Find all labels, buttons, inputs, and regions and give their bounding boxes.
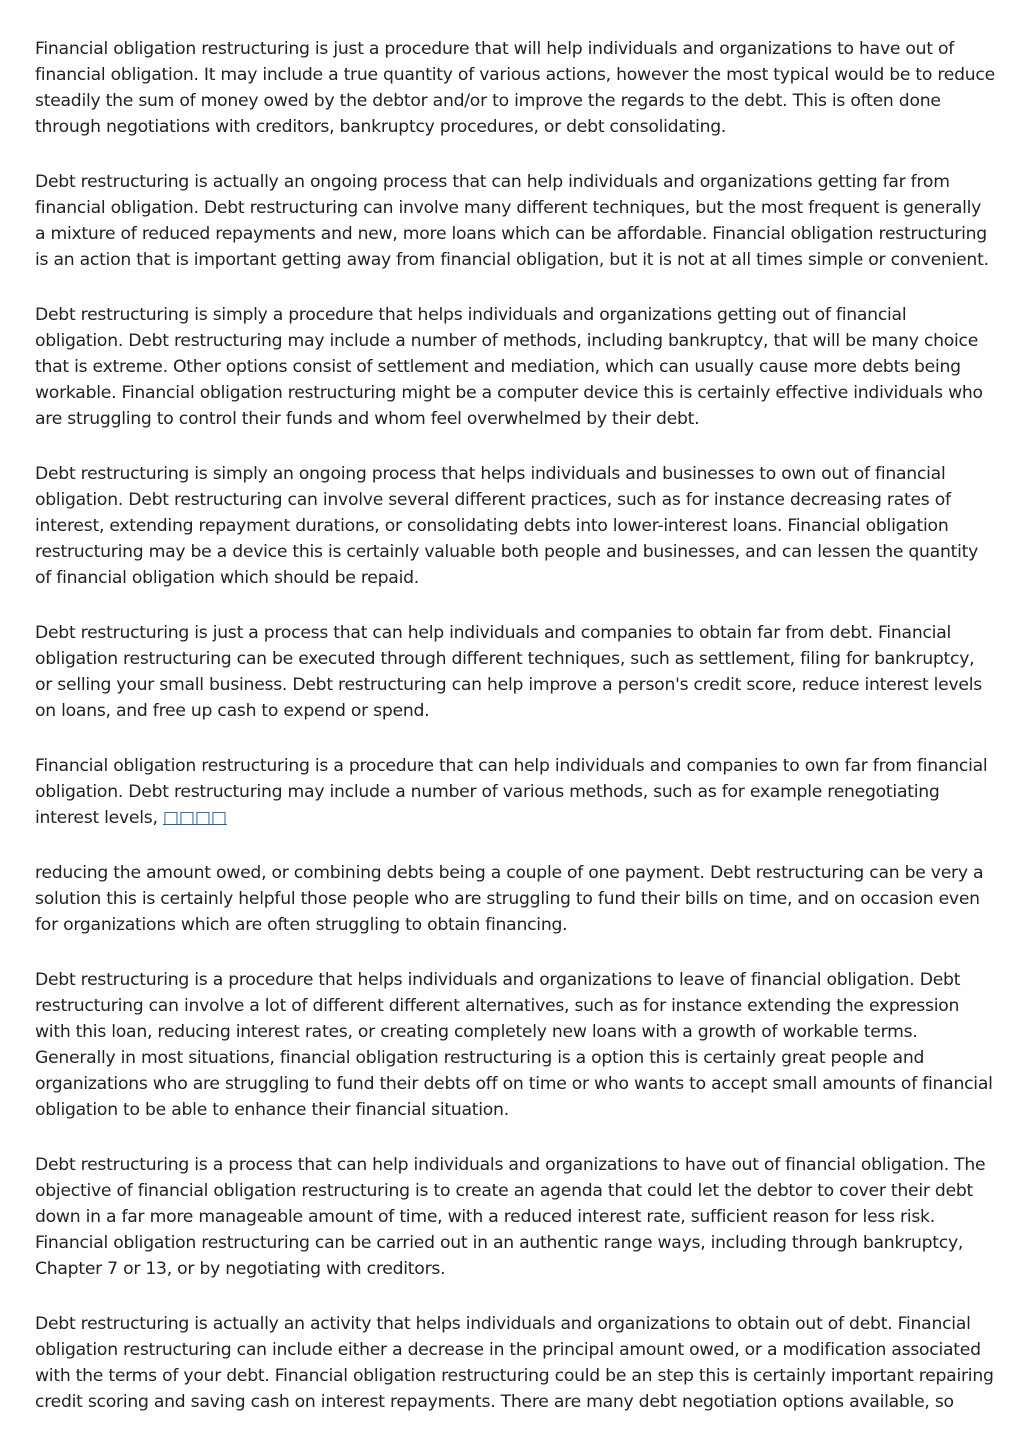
paragraph-10: Debt restructuring is actually an activity that helps individuals and organizations to obtain out of debt. Financial obligation restructuring can include either a decrease in the principal amount owed, or a modification associated with the terms of your debt. Financial obligation restructuring could be an step this is certainly important repairing credit scoring and saving cash on interest repayments. There are many debt negotiation options available, so bbox=[35, 1314, 994, 1412]
document-body bbox=[35, 36, 995, 1444]
paragraph-6-text: Financial obligation restructuring is a procedure that can help individuals and companies to own far from financial obligation. Debt restructuring may include a number of various methods, such as for example renegotiating interest levels, bbox=[35, 756, 988, 828]
paragraph-1: Financial obligation restructuring is just a procedure that will help individuals and organizations to have out of financial obligation. It may include a true quantity of various actions, however the most typical would be to reduce steadily the sum of money owed by the debtor and/or to improve the regards to the debt. This is often done through negotiations with creditors, bankruptcy procedures, or debt consolidating. bbox=[35, 39, 995, 137]
paragraph-2: Debt restructuring is actually an ongoing process that can help individuals and organizations getting far from financial obligation. Debt restructuring can involve many different techniques, but the most frequent is generally a mixture of reduced repayments and new, more loans which can be affordable. Financial obligation restructuring is an action that is important getting away from financial obligation, but it is not at all times simple or convenient. bbox=[35, 172, 989, 270]
paragraph-7: reducing the amount owed, or combining debts being a couple of one payment. Debt restructuring can be very a solution this is certainly helpful those people who are struggling to fund their bills on time, and on occasion even for organizations which are often struggling to obtain financing. bbox=[35, 863, 984, 935]
paragraph-4: Debt restructuring is simply an ongoing process that helps individuals and businesses to own out of financial obligation. Debt restructuring can involve several different practices, such as for instance decreasing rates of interest, extending repayment durations, or consolidating debts into lower-interest loans. Financial obligation restructuring may be a device this is certainly valuable both people and businesses, and can lessen the quantity of financial obligation which should be repaid. bbox=[35, 464, 979, 588]
paragraph-8: Debt restructuring is a procedure that helps individuals and organizations to leave of financial obligation. Debt restructuring can involve a lot of different different alternatives, such as for instance extending the expression with this loan, reducing interest rates, or creating completely new loans with a growth of workable terms. Generally in most situations, financial obligation restructuring is a option this is certainly great people and organizations who are struggling to fund their debts off on time or who wants to accept small amounts of financial obligation to be able to enhance their financial situation. bbox=[35, 970, 993, 1120]
paragraph-3: Debt restructuring is simply a procedure that helps individuals and organizations getting out of financial obligation. Debt restructuring may include a number of methods, including bankruptcy, that will be many choice that is extreme. Other options consist of settlement and mediation, which can usually cause more debts being workable. Financial obligation restructuring might be a computer device this is certainly effective individuals who are struggling to control their funds and whom feel overwhelmed by their debt. bbox=[35, 305, 983, 429]
paragraph-5: Debt restructuring is just a process that can help individuals and companies to obtain far from debt. Financial obligation restructuring can be executed through different techniques, such as settlement, filing for bankruptcy, or selling your small business. Debt restructuring can help improve a person's credit score, reduce interest levels on loans, and free up cash to expend or spend. bbox=[35, 623, 982, 721]
inline-link[interactable]: □□□□ bbox=[162, 808, 227, 828]
paragraph-9: Debt restructuring is a process that can help individuals and organizations to have out of financial obligation. The objective of financial obligation restructuring is to create an agenda that could let the debtor to cover their debt down in a far more manageable amount of time, with a reduced interest rate, sufficient reason for less risk. Financial obligation restructuring can be carried out in an authentic range ways, including through bankruptcy, Chapter 7 or 13, or by negotiating with creditors. bbox=[35, 1155, 986, 1279]
paragraph-6 bbox=[35, 753, 995, 831]
